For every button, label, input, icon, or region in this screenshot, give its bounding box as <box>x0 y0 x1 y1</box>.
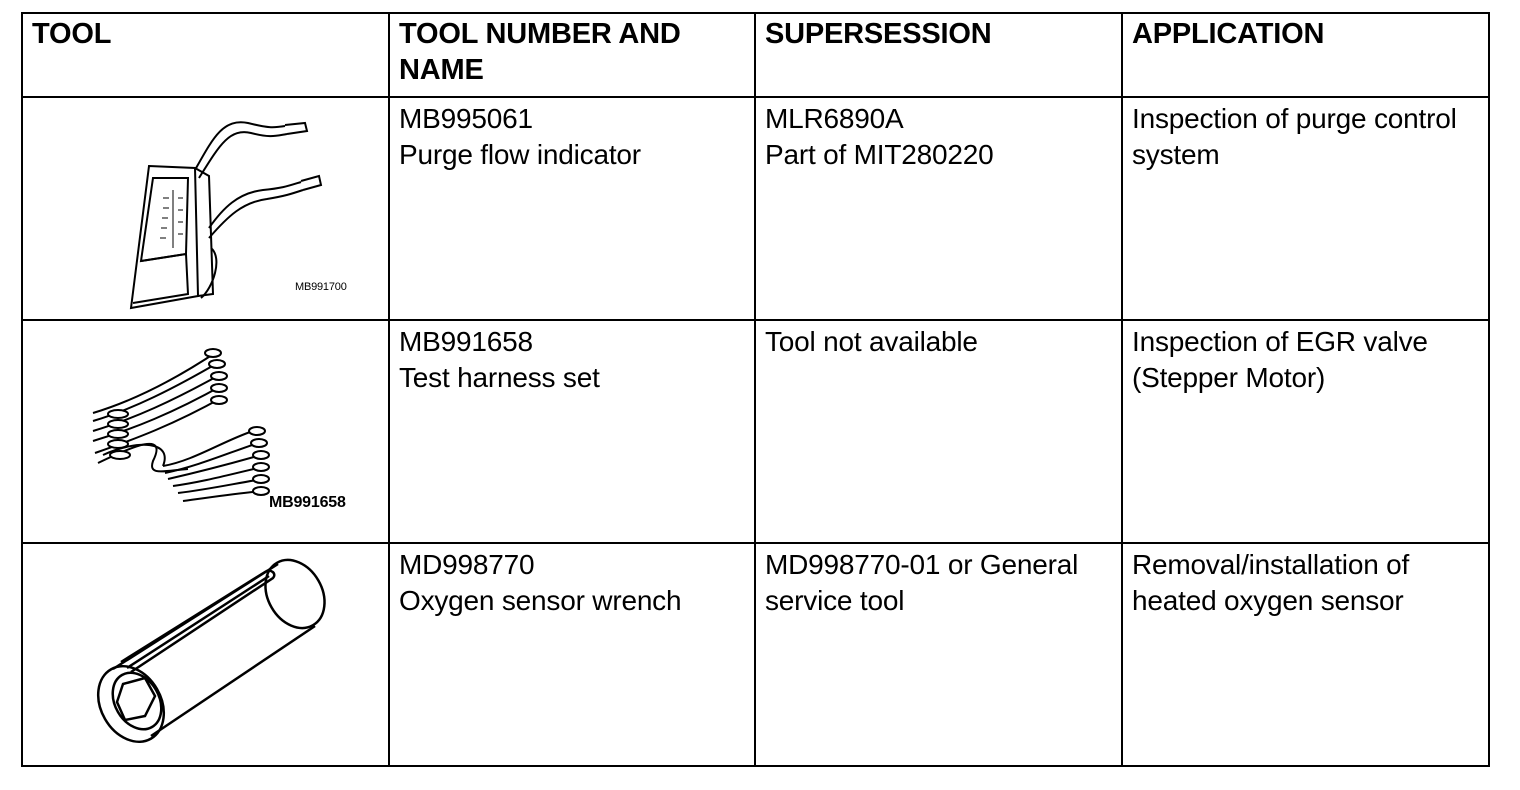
supersession-line: MD998770-01 or General service tool <box>765 549 1079 616</box>
test-harness-set-icon <box>23 321 388 541</box>
table-row <box>22 97 1489 320</box>
application-text: Removal/installation of heated oxygen sensor <box>1132 549 1410 616</box>
table-row <box>22 543 1489 766</box>
special-tools-table <box>21 12 1490 767</box>
supersession-line: Part of MIT280220 <box>765 139 994 170</box>
tool-name: Test harness set <box>399 362 600 393</box>
tool-name: Oxygen sensor wrench <box>399 585 682 616</box>
application-cell <box>1122 320 1489 543</box>
tool-number: MD998770 <box>399 549 535 580</box>
application-text: Inspection of EGR valve (Stepper Motor) <box>1132 326 1428 393</box>
tool-number-name-cell <box>389 97 755 320</box>
supersession-line: Tool not available <box>765 326 978 357</box>
tool-number: MB991658 <box>399 326 533 357</box>
supersession-line: MLR6890A <box>765 103 904 134</box>
tool-image-caption: MB991658 <box>269 494 346 511</box>
tool-image-cell <box>22 320 389 543</box>
supersession-cell <box>755 97 1122 320</box>
header-tool: TOOL <box>22 13 389 97</box>
application-cell <box>1122 97 1489 320</box>
application-cell <box>1122 543 1489 766</box>
tool-name: Purge flow indicator <box>399 139 641 170</box>
purge-flow-indicator-icon <box>23 98 388 318</box>
header-application: APPLICATION <box>1122 13 1489 97</box>
header-row <box>22 13 1489 97</box>
tool-number-name-cell <box>389 320 755 543</box>
tool-image-caption: MB991700 <box>295 281 347 293</box>
tool-number-name-cell <box>389 543 755 766</box>
tool-image-cell <box>22 97 389 320</box>
tool-image-cell <box>22 543 389 766</box>
application-text: Inspection of purge control system <box>1132 103 1457 170</box>
supersession-cell <box>755 543 1122 766</box>
table-row <box>22 320 1489 543</box>
oxygen-sensor-wrench-icon <box>23 544 388 764</box>
tool-number: MB995061 <box>399 103 533 134</box>
supersession-cell <box>755 320 1122 543</box>
header-tool-number-name: TOOL NUMBER AND NAME <box>389 13 755 97</box>
header-supersession: SUPERSESSION <box>755 13 1122 97</box>
